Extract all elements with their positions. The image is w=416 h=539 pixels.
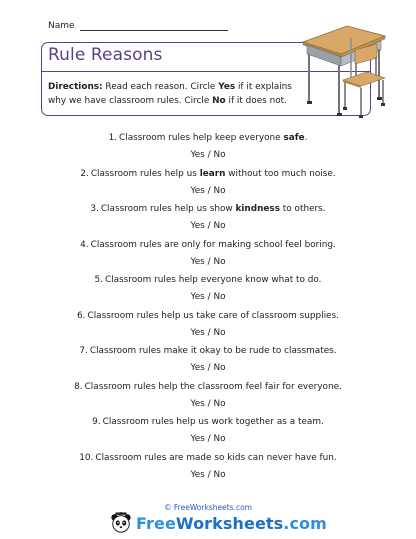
name-label: Name bbox=[48, 21, 75, 31]
question-text-pre: Classroom rules help keep everyone bbox=[119, 133, 284, 143]
question-number: 3. bbox=[90, 204, 99, 214]
question-item bbox=[0, 346, 416, 373]
question-text-post: to others. bbox=[279, 204, 326, 214]
yes-no-answer[interactable]: Yes / No bbox=[190, 221, 226, 231]
question-text bbox=[0, 382, 416, 392]
question-number: 8. bbox=[74, 381, 83, 392]
question-text bbox=[0, 204, 416, 214]
question-number: 5. bbox=[94, 275, 103, 285]
page-title: Rule Reasons bbox=[48, 45, 163, 65]
question-item bbox=[0, 417, 416, 444]
question-keyword: learn bbox=[199, 168, 226, 179]
directions-part2: if it explains why we have classroom rules. Circle bbox=[48, 82, 292, 106]
question-number: 6. bbox=[77, 310, 86, 321]
yes-no-answer[interactable]: Yes / No bbox=[190, 292, 226, 302]
question-item bbox=[0, 275, 416, 302]
question-text bbox=[0, 346, 416, 356]
question-item bbox=[0, 382, 416, 409]
question-text-pre: Classroom rules help us work together as a team. bbox=[102, 417, 324, 427]
question-text-pre: Classroom rules help us bbox=[90, 168, 200, 179]
panda-icon bbox=[110, 512, 132, 534]
directions-label: Directions: bbox=[48, 82, 103, 92]
name-line[interactable] bbox=[80, 21, 228, 31]
question-keyword: kindness bbox=[235, 204, 280, 214]
question-text-pre: Classroom rules are only for making school feel boring. bbox=[90, 239, 336, 250]
question-text bbox=[0, 240, 416, 250]
directions-yes: Yes bbox=[218, 82, 236, 92]
question-item bbox=[0, 240, 416, 267]
brand-tld: .com bbox=[283, 513, 327, 533]
question-item bbox=[0, 169, 416, 196]
directions-part3: if it does not. bbox=[225, 96, 287, 106]
question-text-post: . bbox=[304, 133, 308, 143]
question-text-post: without too much noise. bbox=[225, 168, 336, 179]
question-text bbox=[0, 169, 416, 179]
question-text-pre: Classroom rules help us take care of classroom supplies. bbox=[87, 310, 339, 321]
question-item bbox=[0, 453, 416, 480]
question-number: 10. bbox=[79, 452, 94, 463]
question-number: 2. bbox=[80, 168, 89, 179]
directions-part1: Read each reason. Circle bbox=[102, 82, 219, 92]
school-desk-and-chair-icon bbox=[285, 20, 393, 120]
question-item bbox=[0, 204, 416, 231]
question-text bbox=[0, 275, 416, 285]
question-text-pre: Classroom rules make it okay to be rude to classmates. bbox=[89, 346, 337, 356]
question-number: 7. bbox=[79, 346, 88, 356]
yes-no-answer[interactable]: Yes / No bbox=[190, 150, 226, 160]
yes-no-answer[interactable]: Yes / No bbox=[190, 363, 226, 373]
question-text-pre: Classroom rules help us show bbox=[100, 204, 236, 214]
directions-text bbox=[48, 80, 310, 108]
question-keyword: safe bbox=[283, 133, 305, 143]
question-item bbox=[0, 311, 416, 338]
yes-no-answer[interactable]: Yes / No bbox=[190, 434, 226, 444]
question-number: 9. bbox=[92, 417, 101, 427]
footer-brand[interactable] bbox=[110, 512, 327, 534]
question-text-pre: Classroom rules are made so kids can never have fun. bbox=[95, 452, 337, 463]
name-field-row bbox=[48, 21, 228, 31]
yes-no-answer[interactable]: Yes / No bbox=[190, 469, 226, 480]
question-text bbox=[0, 417, 416, 427]
question-number: 1. bbox=[108, 133, 118, 143]
question-text bbox=[0, 453, 416, 463]
question-text bbox=[0, 311, 416, 321]
question-text-pre: Classroom rules help the classroom feel fair for everyone. bbox=[84, 381, 342, 392]
yes-no-answer[interactable]: Yes / No bbox=[190, 327, 226, 338]
question-item bbox=[0, 133, 416, 160]
yes-no-answer[interactable]: Yes / No bbox=[190, 256, 226, 267]
yes-no-answer[interactable]: Yes / No bbox=[190, 398, 226, 409]
footer-url[interactable]: © FreeWorksheets.com bbox=[164, 503, 252, 512]
brand-worksheets: Worksheets bbox=[175, 513, 284, 533]
question-text-pre: Classroom rules help everyone know what to do. bbox=[104, 275, 322, 285]
brand-free: Free bbox=[136, 513, 176, 533]
yes-no-answer[interactable]: Yes / No bbox=[190, 185, 226, 196]
question-text bbox=[0, 133, 416, 143]
directions-no: No bbox=[212, 96, 226, 106]
question-number: 4. bbox=[80, 239, 89, 250]
